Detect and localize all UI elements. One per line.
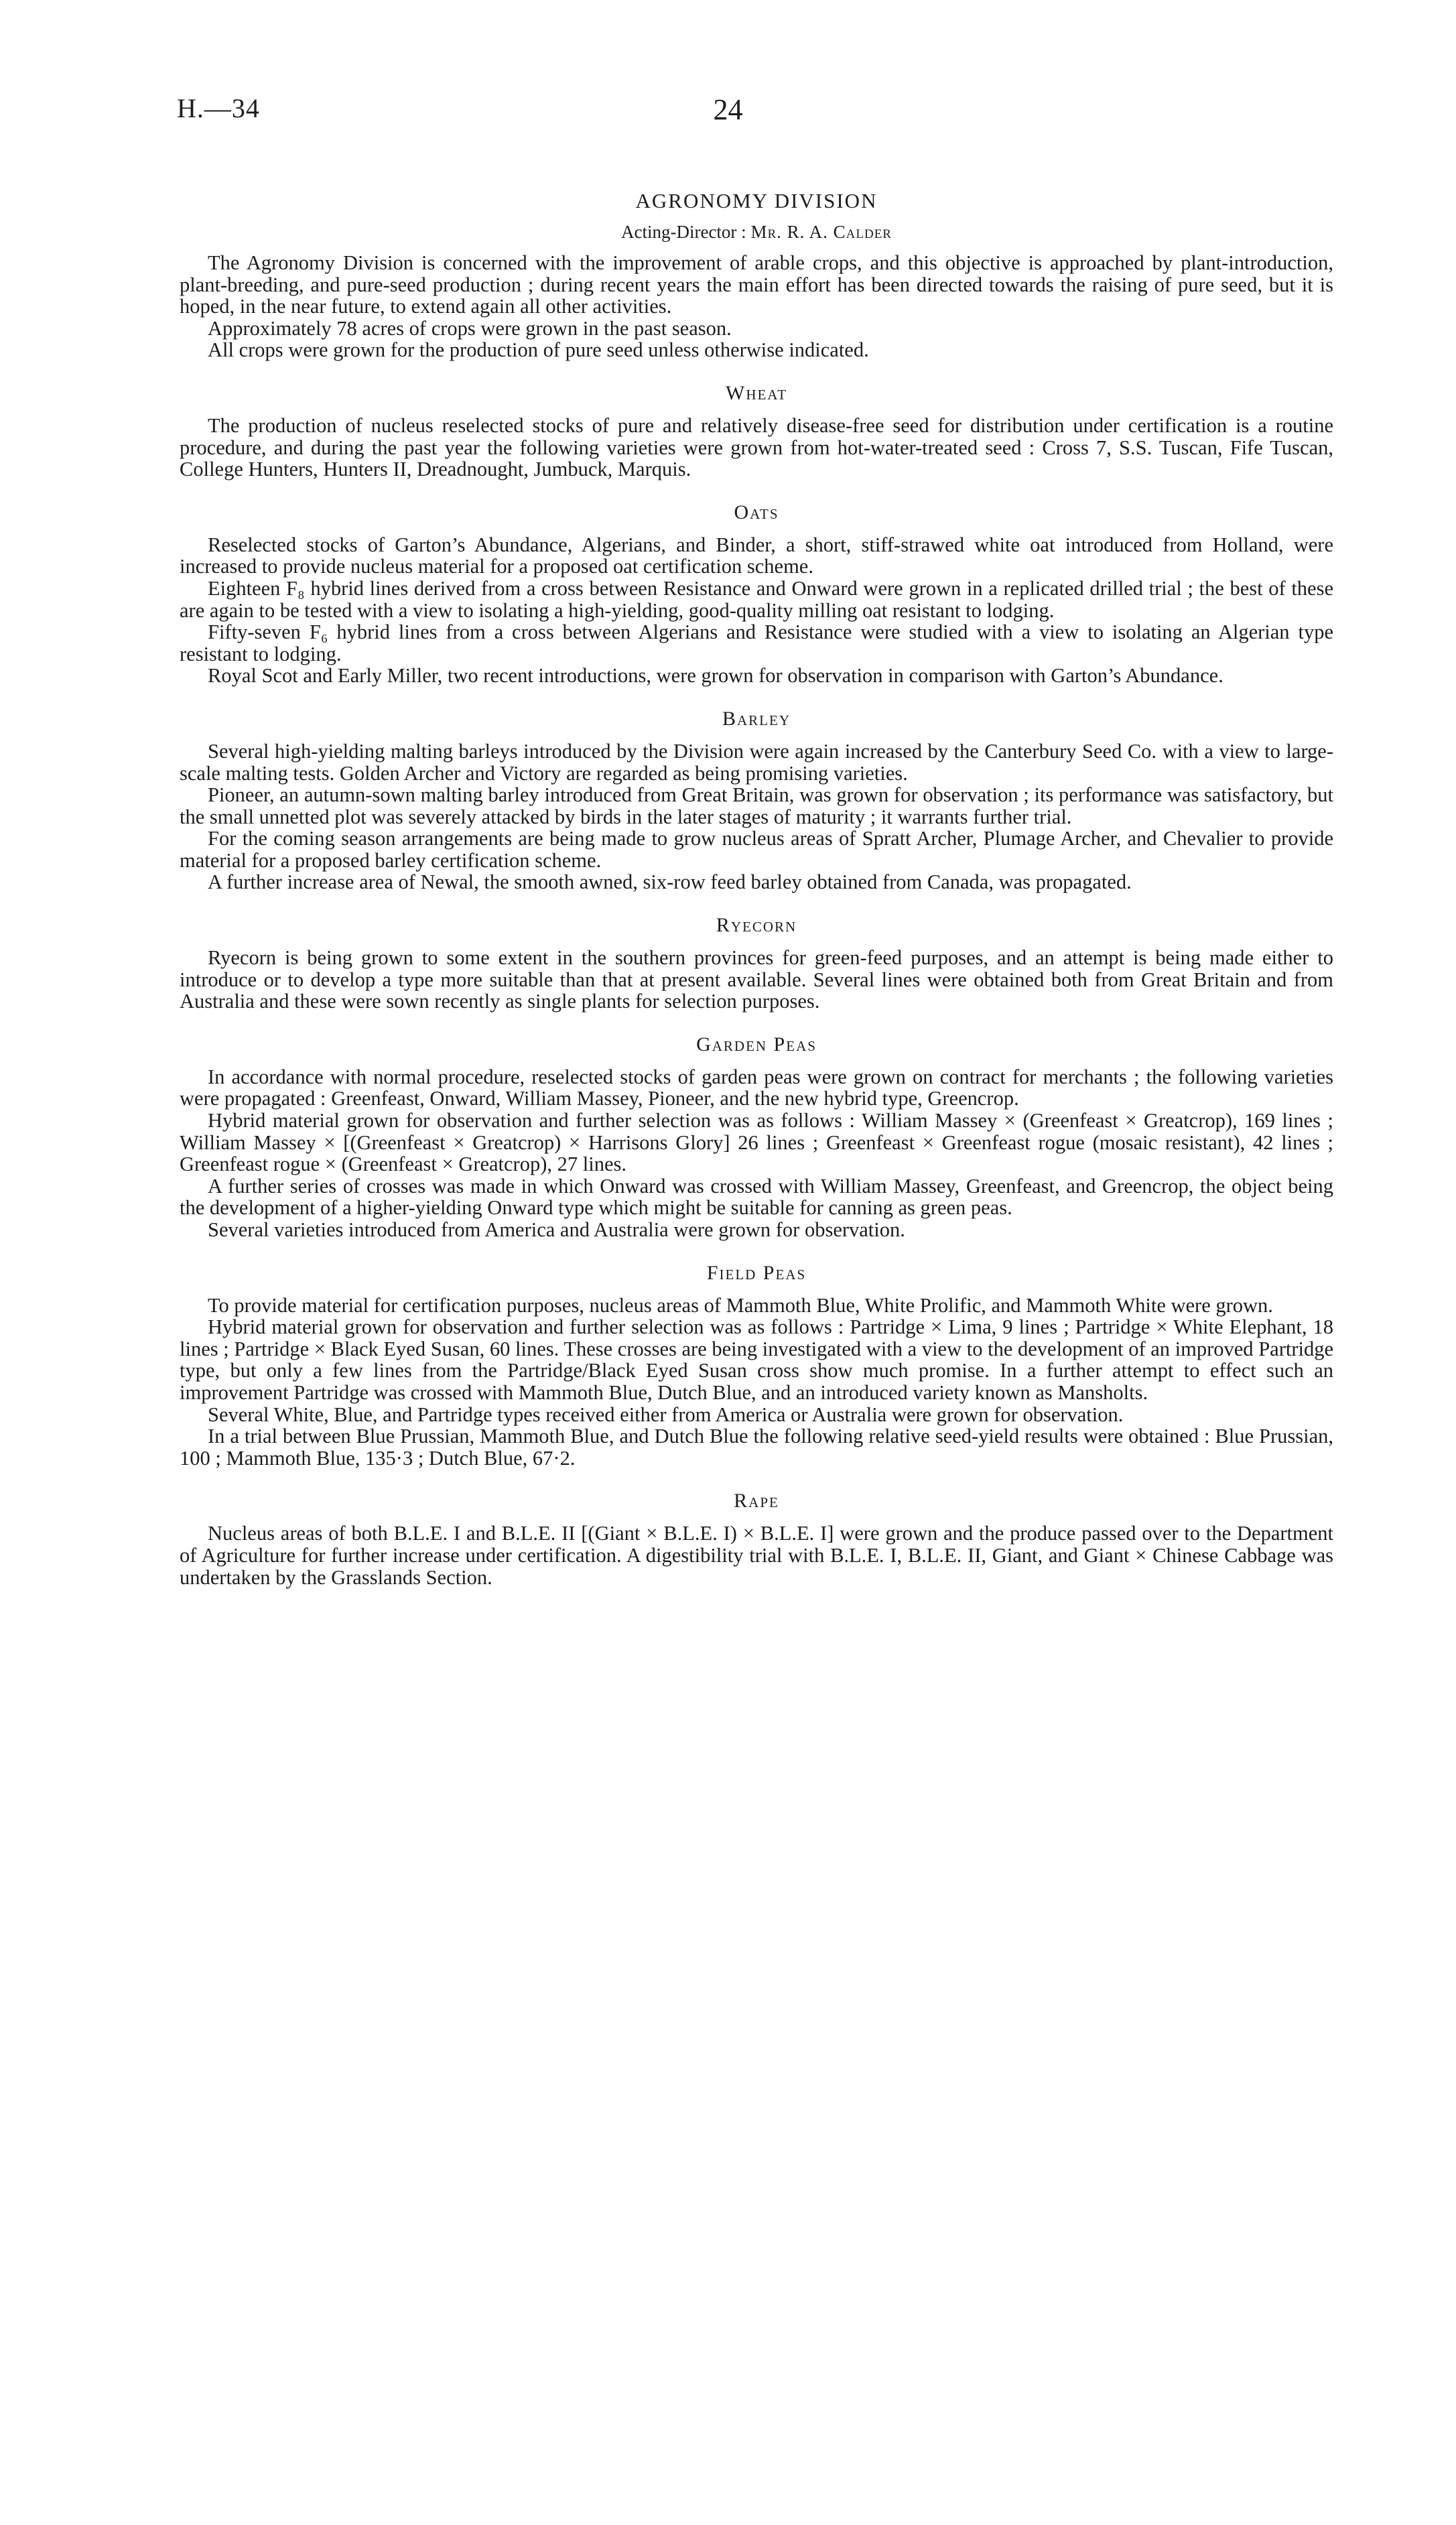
paragraph: Approximately 78 acres of crops were grown in the past season. [208, 316, 732, 340]
paragraph: Pioneer, an autumn-sown malting barley introduced from Great Britain, was grown for observation ; its performance was satisfactory, but the small unnetted plot was severely attacked by birds in the later stages of maturity ; it warrants further trial. [180, 783, 1333, 828]
paragraph: Fifty-seven F₆ hybrid lines from a cross between Algerians and Resistance were studied with a view to isolating an Algerian type resistant to lodging. [180, 621, 1333, 665]
paragraph: For the coming season arrangements are being made to grow nucleus areas of Spratt Archer, Plumage Archer, and Chevalier to provide material for a proposed barley certification scheme. [180, 827, 1333, 872]
page-number: 24 [713, 93, 743, 126]
paragraph: All crops were grown for the production of pure seed unless otherwise indicated. [208, 338, 869, 362]
paragraph: Nucleus areas of both B.L.E. I and B.L.E. II [(Giant × B.L.E. I) × B.L.E. I] were grown and the produce passed over to the Department of Agriculture for further increase under certification. A digestibility trial with B.L.E. I, B.L.E. II, Giant, and Giant × Chinese Cabbage was undertaken by the Grasslands Section. [180, 1522, 1333, 1589]
paragraph: Royal Scot and Early Miller, two recent introductions, were grown for observation in comparison with Garton’s Abundance. [208, 664, 1223, 688]
barley-section [180, 707, 1333, 893]
section-heading-field-peas: Field Peas [706, 1261, 807, 1284]
acting-director-line [180, 218, 1333, 245]
paragraph: A further increase area of Newal, the smooth awned, six-row feed barley obtained from Canada, was propagated. [208, 870, 1132, 894]
section-heading-oats: Oats [734, 501, 779, 523]
paragraph: Several high-yielding malting barleys introduced by the Division were again increased by the Canterbury Seed Co. with a view to large-scale malting tests. Golden Archer and Victory are regarded as being promising varieties. [180, 739, 1333, 785]
section-heading-garden-peas: Garden Peas [696, 1033, 817, 1055]
section-heading-ryecorn: Ryecorn [716, 914, 797, 937]
paragraph: Ryecorn is being grown to some extent in the southern provinces for green-feed purposes, and an attempt is being made either to introduce or to develop a type more suitable than that at present available. Several lines were obtained both from Great Britain and from Australia and these were sown recently as single plants for selection purposes. [180, 946, 1333, 1013]
paragraph: In accordance with normal procedure, reselected stocks of garden peas were grown on contract for merchants ; the following varieties were propagated : Greenfeast, Onward, William Massey, Pioneer, and the new hybrid type, Greencrop. [180, 1065, 1333, 1110]
section-heading-rape: Rape [734, 1490, 779, 1512]
running-head [0, 92, 1456, 133]
page-content [180, 188, 1333, 1588]
paragraph: In a trial between Blue Prussian, Mammoth Blue, and Dutch Blue the following relative seed-yield results were obtained : Blue Prussian, 100 ; Mammoth Blue, 135·3 ; Dutch Blue, 67·2. [180, 1425, 1333, 1470]
paragraph: A further series of crosses was made in which Onward was crossed with William Massey, Greenfeast, and Greencrop, the object being the development of a higher-yielding Onward type which might be suitable for canning as green peas. [180, 1174, 1333, 1220]
paragraph: Reselected stocks of Garton’s Abundance, Algerians, and Binder, a short, stiff-strawed white oat introduced from Holland, were increased to provide nucleus material for a proposed oat certification scheme. [180, 533, 1333, 578]
ryecorn-section [180, 913, 1333, 1013]
division-title: AGRONOMY DIVISION [635, 189, 878, 212]
paragraph: Hybrid material grown for observation and further selection was as follows : Partridge × Lima, 9 lines ; Partridge × White Elephant, 18 lines ; Partridge × Black Eyed Susan, 60 lines. These crosses are being investigated with a view to the development of an improved Partridge type, but only a few lines from the Partridge/Black Eyed Susan cross show much promise. In a further attempt to effect such an improvement Partridge was crossed with Mammoth Blue, Dutch Blue, and an introduced variety known as Mansholts. [180, 1315, 1333, 1404]
document-reference: H.—34 [177, 93, 260, 123]
paragraph: The production of nucleus reselected stocks of pure and relatively disease-free seed for distribution under certification is a routine procedure, and during the past year the following varieties were grown from hot-water-treated seed : Cross 7, S.S. Tuscan, Fife Tuscan, College Hunters, Hunters II, Dreadnought, Jumbuck, Marquis. [180, 413, 1333, 481]
section-heading-barley: Barley [722, 707, 791, 730]
acting-director-name: Mr. R. A. Calder [750, 222, 892, 242]
paragraph: Several varieties introduced from America and Australia were grown for observation. [208, 1218, 905, 1241]
paragraph: Several White, Blue, and Partridge types received either from America or Australia were grown for observation. [208, 1403, 1124, 1426]
paragraph: Hybrid material grown for observation and further selection was as follows : William Massey × (Greenfeast × Greatcrop), 169 lines ; William Massey × [(Greenfeast × Greatcrop) × Harrisons Glory] 26 lines ; Greenfeast × Greenfeast rogue (mosaic resistant), 42 lines ; Greenfeast rogue × (Greenfeast × Greatcrop), 27 lines. [180, 1109, 1333, 1176]
paragraph: Eighteen F₈ hybrid lines derived from a cross between Resistance and Onward were grown in a replicated drilled trial ; the best of these are again to be tested with a view to isolating a high-yielding, good-quality milling oat resistant to lodging. [180, 576, 1333, 622]
paragraph: The Agronomy Division is concerned with the improvement of arable crops, and this objective is approached by plant-introduction, plant-breeding, and pure-seed production ; during recent years the main effort has been directed towards the raising of pure seed, but it is hoped, in the near future, to extend again all other activities. [180, 251, 1333, 318]
field-peas-section [180, 1261, 1333, 1470]
rape-section [180, 1489, 1333, 1588]
acting-director-label: Acting-Director : [621, 222, 746, 242]
garden-peas-section [180, 1033, 1333, 1241]
paragraph: To provide material for certification purposes, nucleus areas of Mammoth Blue, White Prolific, and Mammoth White were grown. [208, 1293, 1273, 1317]
intro-section [180, 252, 1333, 361]
section-heading-wheat: Wheat [726, 381, 787, 404]
oats-section [180, 501, 1333, 687]
wheat-section [180, 381, 1333, 480]
